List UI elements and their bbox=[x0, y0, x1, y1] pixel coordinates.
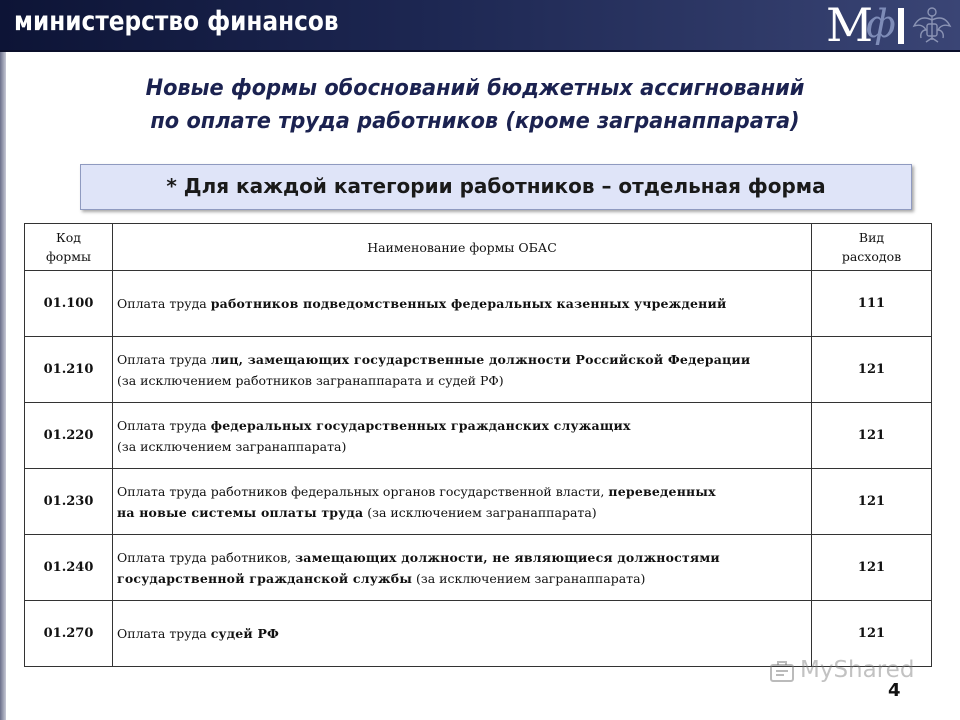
page-number: 4 bbox=[888, 680, 901, 701]
logo-letter-f: ф bbox=[866, 2, 896, 46]
form-code-cell: 01.210 bbox=[25, 337, 113, 403]
note-box bbox=[80, 164, 912, 210]
form-name-text: Оплата труда bbox=[117, 417, 211, 433]
expense-kind-cell: 121 bbox=[812, 337, 932, 403]
left-decorative-stripe bbox=[0, 52, 6, 720]
form-name-emphasis: федеральных государственных гражданских служащих bbox=[210, 417, 631, 433]
header-name-cell: Наименование формы ОБАС bbox=[113, 224, 812, 271]
ministry-logo bbox=[826, 0, 956, 52]
logo-letter-m: М bbox=[826, 0, 874, 52]
form-name-emphasis: судей РФ bbox=[210, 626, 280, 641]
header-kind-cell bbox=[812, 224, 932, 271]
header-code-cell bbox=[25, 224, 113, 271]
form-name-text: Оплата труда bbox=[117, 351, 211, 367]
expense-kind-cell: 121 bbox=[812, 601, 932, 667]
form-name-cell bbox=[113, 601, 812, 667]
form-name-line bbox=[117, 293, 807, 314]
form-name-line bbox=[117, 502, 807, 523]
form-name-line bbox=[117, 415, 807, 436]
form-name-emphasis: государственной гражданской службы bbox=[117, 570, 413, 586]
header-bar bbox=[0, 0, 960, 52]
form-name-cell bbox=[113, 271, 812, 337]
table-header-row bbox=[25, 224, 932, 271]
form-name-emphasis: работников подведомственных федеральных казенных учреждений bbox=[210, 296, 727, 311]
header-kind-line1: Вид bbox=[858, 230, 885, 245]
expense-kind-cell: 121 bbox=[812, 469, 932, 535]
slide-title bbox=[40, 72, 910, 138]
form-name-emphasis: лиц, замещающих государственные должности Российской Федерации bbox=[210, 351, 751, 367]
form-name-text: (за исключением загранаппарата) bbox=[412, 570, 646, 586]
header-code-line1: Код bbox=[56, 230, 81, 245]
form-name-cell bbox=[113, 403, 812, 469]
form-name-text: Оплата труда bbox=[117, 626, 211, 641]
form-name-line bbox=[117, 349, 807, 370]
form-code-cell: 01.270 bbox=[25, 601, 113, 667]
slide-title-line1: Новые формы обоснований бюджетных ассигнований bbox=[145, 76, 805, 101]
form-name-cell bbox=[113, 337, 812, 403]
form-name-line bbox=[117, 481, 807, 502]
form-code-cell: 01.240 bbox=[25, 535, 113, 601]
form-name-text: (за исключением загранаппарата) bbox=[363, 504, 597, 520]
table-row bbox=[25, 271, 932, 337]
expense-kind-cell: 111 bbox=[812, 271, 932, 337]
eagle-emblem-icon bbox=[912, 4, 952, 46]
form-code-cell: 01.220 bbox=[25, 403, 113, 469]
form-name-emphasis: переведенных bbox=[608, 483, 716, 499]
form-name-line bbox=[117, 568, 807, 589]
ministry-title: министерство финансов bbox=[14, 6, 339, 37]
form-name-text: (за исключением работников загранаппарата и судей РФ) bbox=[117, 372, 504, 388]
form-name-cell bbox=[113, 469, 812, 535]
form-name-text: Оплата труда bbox=[117, 296, 211, 311]
header-kind-line2: расходов bbox=[841, 249, 902, 264]
expense-kind-cell: 121 bbox=[812, 403, 932, 469]
form-name-emphasis: замещающих должности, не являющиеся должностями bbox=[295, 549, 720, 565]
form-name-line bbox=[117, 436, 807, 457]
watermark-text: MyShared bbox=[800, 657, 915, 683]
table-row bbox=[25, 469, 932, 535]
table-row bbox=[25, 403, 932, 469]
form-name-line bbox=[117, 370, 807, 391]
table-row bbox=[25, 535, 932, 601]
form-name-line bbox=[117, 547, 807, 568]
expense-kind-cell: 121 bbox=[812, 535, 932, 601]
note-text: * Для каждой категории работников – отдельная форма bbox=[166, 174, 826, 198]
slide-title-line2: по оплате труда работников (кроме загранаппарата) bbox=[150, 109, 800, 134]
watermark-logo-icon bbox=[768, 659, 796, 687]
myshared-watermark bbox=[768, 655, 928, 695]
form-code-cell: 01.100 bbox=[25, 271, 113, 337]
form-code-cell: 01.230 bbox=[25, 469, 113, 535]
form-name-emphasis: на новые системы оплаты труда bbox=[117, 504, 364, 520]
obas-forms-table bbox=[24, 223, 932, 667]
form-name-line bbox=[117, 623, 807, 644]
form-name-cell bbox=[113, 535, 812, 601]
form-name-text: Оплата труда работников, bbox=[117, 549, 296, 565]
form-name-text: Оплата труда работников федеральных органов государственной власти, bbox=[117, 483, 609, 499]
header-code-line2: формы bbox=[46, 249, 91, 264]
table-row bbox=[25, 337, 932, 403]
form-name-text: (за исключением загранаппарата) bbox=[117, 438, 347, 454]
logo-bar bbox=[898, 8, 904, 44]
